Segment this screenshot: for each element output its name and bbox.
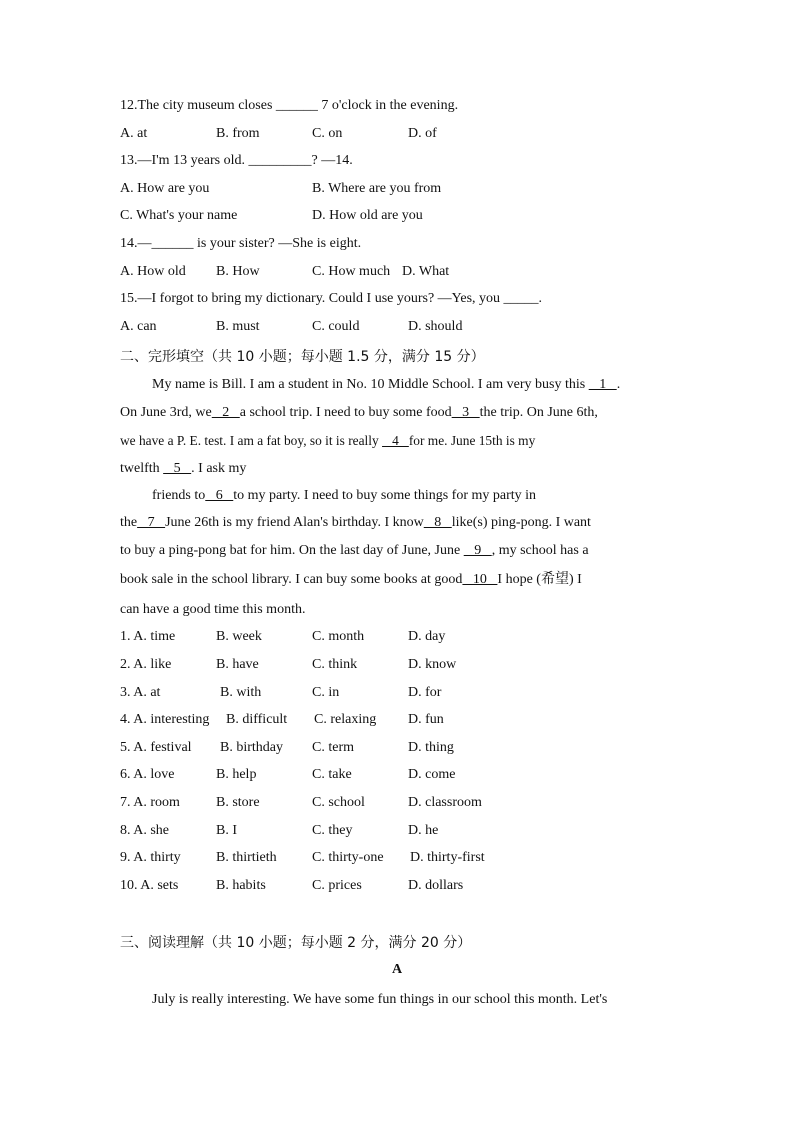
cloze-choice-4-c: C. relaxing — [314, 712, 377, 727]
cloze-choice-10-c: C. prices — [312, 878, 362, 893]
cloze-choice-5-b: B. birthday — [220, 740, 283, 755]
cloze-line-1: My name is Bill. I am a student in No. 10 Middle School. I am very busy this 1 . — [152, 377, 621, 392]
question-15-stem: 15.—I forgot to bring my dictionary. Could I use yours? —Yes, you _____. — [120, 291, 543, 306]
question-15-option-c: C. could — [312, 319, 360, 334]
cloze-choice-1-a: 1. A. time — [120, 629, 176, 644]
cloze-choice-6-c: C. take — [312, 767, 352, 782]
cloze-choice-7-d: D. classroom — [408, 795, 482, 810]
cloze-choice-3-b: B. with — [220, 685, 262, 700]
cloze-choice-6-b: B. help — [216, 767, 257, 782]
cloze-choice-2-d: D. know — [408, 657, 457, 672]
cloze-choice-4-b: B. difficult — [226, 712, 288, 727]
cloze-choice-1-b: B. week — [216, 629, 262, 644]
cloze-line-7: to buy a ping-pong bat for him. On the last day of June, June 9 , my school has a — [120, 543, 589, 558]
cloze-choice-9-b: B. thirtieth — [216, 850, 277, 865]
cloze-line-3: we have a P. E. test. I am a fat boy, so it is really 4 for me. June 15th is my — [120, 433, 536, 448]
cloze-choice-9-d: D. thirty-first — [410, 850, 485, 865]
cloze-choice-10-b: B. habits — [216, 878, 266, 893]
question-13-option-d: D. How old are you — [312, 208, 423, 223]
question-14-option-a: A. How old — [120, 264, 186, 279]
cloze-choice-10-d: D. dollars — [408, 878, 464, 893]
cloze-choice-7-c: C. school — [312, 795, 365, 810]
question-14-stem: 14.—______ is your sister? —She is eight. — [120, 236, 362, 251]
section-2-heading: 二、完形填空（共 10 小题；每小题 1.5 分，满分 15 分） — [120, 349, 485, 365]
question-14-option-d: D. What — [402, 264, 450, 279]
cloze-choice-1-d: D. day — [408, 629, 446, 644]
cloze-choice-2-a: 2. A. like — [120, 657, 172, 672]
cloze-choice-7-b: B. store — [216, 795, 260, 810]
cloze-choice-8-d: D. he — [408, 823, 439, 838]
cloze-choice-3-d: D. for — [408, 685, 442, 700]
cloze-choice-3-c: C. in — [312, 685, 340, 700]
section-3-heading: 三、阅读理解（共 10 小题；每小题 2 分，满分 20 分） — [120, 935, 472, 951]
question-13-option-b: B. Where are you from — [312, 181, 442, 196]
cloze-line-9: can have a good time this month. — [120, 602, 306, 617]
cloze-choice-7-a: 7. A. room — [120, 795, 180, 810]
cloze-choice-4-a: 4. A. interesting — [120, 712, 210, 727]
cloze-choice-8-a: 8. A. she — [120, 823, 169, 838]
cloze-choice-3-a: 3. A. at — [120, 685, 161, 700]
cloze-choice-8-c: C. they — [312, 823, 353, 838]
cloze-choice-10-a: 10. A. sets — [120, 878, 179, 893]
cloze-line-4: twelfth 5 . I ask my — [120, 461, 247, 476]
cloze-choice-4-d: D. fun — [408, 712, 444, 727]
question-12-stem: 12.The city museum closes ______ 7 o'clock in the evening. — [120, 98, 459, 113]
question-15-option-a: A. can — [120, 319, 157, 334]
cloze-choice-6-d: D. come — [408, 767, 456, 782]
question-15-option-b: B. must — [216, 319, 260, 334]
question-12-option-b: B. from — [216, 126, 260, 141]
cloze-choice-5-a: 5. A. festival — [120, 740, 192, 755]
cloze-choice-1-c: C. month — [312, 629, 365, 644]
cloze-choice-6-a: 6. A. love — [120, 767, 175, 782]
question-13-stem: 13.—I'm 13 years old. _________? —14. — [120, 153, 353, 168]
question-12-option-d: D. of — [408, 126, 437, 141]
question-12-option-c: C. on — [312, 126, 343, 141]
cloze-choice-2-b: B. have — [216, 657, 259, 672]
cloze-choice-9-c: C. thirty-one — [312, 850, 384, 865]
cloze-line-8: book sale in the school library. I can buy some books at good 10 I hope (希望) I — [120, 572, 582, 587]
question-13-option-c: C. What's your name — [120, 208, 238, 223]
question-13-option-a: A. How are you — [120, 181, 210, 196]
cloze-choice-8-b: B. I — [216, 823, 237, 838]
cloze-line-6: the 7 June 26th is my friend Alan's birthday. I know 8 like(s) ping-pong. I want — [120, 515, 591, 530]
cloze-choice-2-c: C. think — [312, 657, 358, 672]
reading-part-label: A — [391, 962, 403, 977]
cloze-choice-9-a: 9. A. thirty — [120, 850, 181, 865]
reading-a-first-line: July is really interesting. We have some fun things in our school this month. Let's — [152, 992, 608, 1007]
cloze-line-5: friends to 6 to my party. I need to buy some things for my party in — [152, 488, 537, 503]
cloze-line-2: On June 3rd, we 2 a school trip. I need to buy some food 3 the trip. On June 6th, — [120, 405, 598, 420]
cloze-choice-5-d: D. thing — [408, 740, 454, 755]
question-15-option-d: D. should — [408, 319, 463, 334]
question-14-option-b: B. How — [216, 264, 260, 279]
question-14-option-c: C. How much — [312, 264, 391, 279]
cloze-choice-5-c: C. term — [312, 740, 354, 755]
question-12-option-a: A. at — [120, 126, 148, 141]
